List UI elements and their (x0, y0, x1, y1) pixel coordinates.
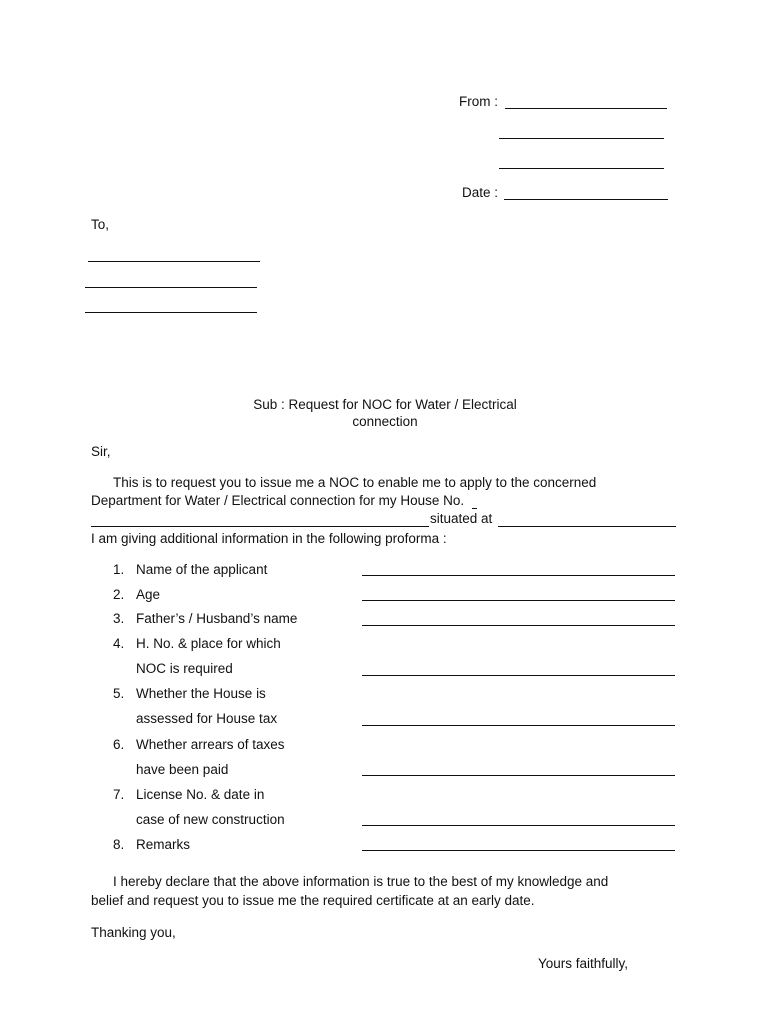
declaration-line-1: I hereby declare that the above information is true to the best of my knowledge and (113, 874, 609, 889)
house-no-blank (472, 508, 477, 509)
to-label: To, (91, 217, 110, 232)
body-line-1: This is to request you to issue me a NOC to enable me to apply to the concerned (113, 475, 597, 490)
situated-at-line (498, 526, 676, 527)
from-line-3 (499, 168, 664, 169)
proforma-label-2: Age (136, 587, 161, 602)
subject-line-2: connection (352, 414, 418, 429)
proforma-label-8: Remarks (136, 837, 191, 852)
to-address-line-1 (88, 261, 260, 262)
proforma-answer-line-8 (362, 850, 675, 851)
proforma-answer-line-6 (362, 775, 675, 776)
proforma-answer-line-7 (362, 825, 675, 826)
to-address-line-3 (85, 312, 257, 313)
proforma-label-3: Father’s / Husband’s name (136, 611, 298, 626)
from-line-1 (505, 108, 667, 109)
proforma-answer-line-3 (362, 625, 675, 626)
proforma-label-4a: H. No. & place for which (136, 636, 281, 651)
thanking-you: Thanking you, (91, 925, 176, 940)
proforma-answer-line-1 (362, 575, 675, 576)
proforma-num-4: 4. (113, 636, 125, 651)
proforma-num-3: 3. (113, 611, 125, 626)
declaration-line-2: belief and request you to issue me the required certificate at an early date. (91, 893, 535, 908)
proforma-label-1: Name of the applicant (136, 562, 268, 577)
proforma-answer-line-2 (362, 600, 675, 601)
proforma-label-6b: have been paid (136, 762, 229, 777)
situated-at-label: situated at (430, 511, 493, 526)
yours-faithfully: Yours faithfully, (538, 956, 629, 971)
proforma-label-7b: case of new construction (136, 812, 285, 827)
subject-line-1: Sub : Request for NOC for Water / Electrical (253, 397, 517, 412)
proforma-label-4b: NOC is required (136, 661, 233, 676)
proforma-num-6: 6. (113, 737, 125, 752)
date-label: Date : (462, 185, 499, 200)
from-label: From : (459, 94, 498, 109)
body-line-2: Department for Water / Electrical connection for my House No. (91, 493, 465, 508)
house-no-line (91, 526, 429, 527)
proforma-num-8: 8. (113, 837, 125, 852)
proforma-label-5b: assessed for House tax (136, 711, 278, 726)
proforma-num-7: 7. (113, 787, 125, 802)
body-line-4: I am giving additional information in the following proforma : (91, 531, 447, 546)
salutation: Sir, (91, 444, 111, 459)
proforma-num-5: 5. (113, 686, 125, 701)
proforma-label-6a: Whether arrears of taxes (136, 737, 285, 752)
to-address-line-2 (85, 287, 257, 288)
proforma-label-5a: Whether the House is (136, 686, 266, 701)
proforma-label-7a: License No. & date in (136, 787, 265, 802)
date-line (504, 199, 668, 200)
proforma-answer-line-5 (362, 725, 675, 726)
proforma-answer-line-4 (362, 675, 675, 676)
from-line-2 (499, 138, 664, 139)
proforma-num-1: 1. (113, 562, 125, 577)
proforma-num-2: 2. (113, 587, 125, 602)
